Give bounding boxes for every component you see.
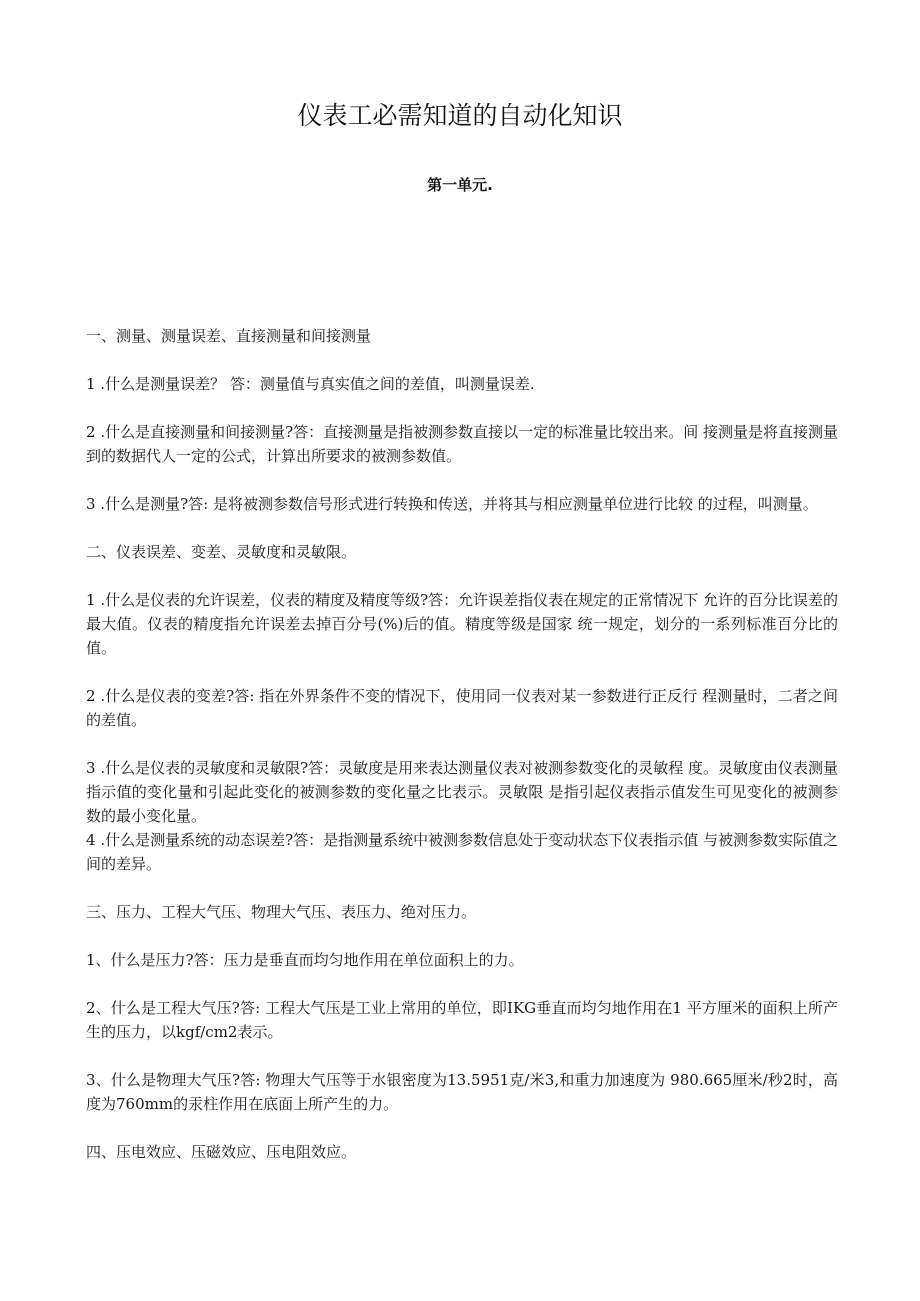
section-heading: 二、仪表误差、变差、灵敏度和灵敏限。 — [86, 543, 357, 561]
question-paragraph: 3 .什么是测量?答: 是将被测参数信号形式进行转换和传送，并将其与相应测量单位进行比较 的过程，叫测量。 — [86, 495, 818, 513]
section-heading: 三、压力、工程大气压、物理大气压、表压力、绝对压力。 — [86, 903, 477, 921]
section-heading: 一、测量、测量误差、直接测量和间接测量 — [86, 327, 372, 345]
section-heading: 四、压电效应、压磁效应、压电阻效应。 — [86, 1143, 357, 1161]
page-title: 仪表工必需知道的自动化知识 — [297, 101, 623, 130]
question-paragraph: 4 .什么是测量系统的动态误差?答：是指测量系统中被测参数信息处于变动状态下仪表指示值 与被测参数实际值之间的差异。 — [86, 831, 838, 873]
question-paragraph: 2 .什么是直接测量和间接测量?答：直接测量是指被测参数直接以一定的标准量比较出来。间 接测量是将直接测量到的数据代人一定的公式，计算出所要求的被测参数值。 — [86, 423, 838, 465]
question-paragraph: 1 .什么是测量误差？ 答：测量值与真实值之间的差值，叫测量误差. — [86, 375, 535, 393]
question-paragraph: 3、什么是物理大气压?答: 物理大气压等于水银密度为13.5951克/米3,和重力加速度为 980.665厘米/秒2时，高度为760mm的汞柱作用在底面上所产生的力。 — [86, 1071, 838, 1113]
document-body — [86, 324, 838, 1164]
unit-subtitle: 第一单元. — [427, 176, 493, 194]
question-paragraph: 1 .什么是仪表的允许误差，仪表的精度及精度等级?答：允许误差指仪表在规定的正常情况下 允许的百分比误差的最大值。仪表的精度指允许误差去掉百分号(%)后的值。精度等级是国家 统一规定，划分的一系列标准百分比的值。 — [86, 591, 838, 657]
question-paragraph: 2 .什么是仪表的变差?答: 指在外界条件不变的情况下，使用同一仪表对某一参数进行正反行 程测量时，二者之间的差值。 — [86, 687, 838, 729]
question-paragraph: 1、什么是压力?答：压力是垂直而均匀地作用在单位面积上的力。 — [86, 951, 524, 969]
question-paragraph: 2、什么是工程大气压?答: 工程大气压是工业上常用的单位，即IKG垂直而均匀地作用在1 平方厘米的面积上所产生的压力，以kgf/cm2表示。 — [86, 999, 838, 1041]
question-paragraph: 3 .什么是仪表的灵敏度和灵敏限?答：灵敏度是用来表达测量仪表对被测参数变化的灵敏程 度。灵敏度由仪表测量指示值的变化量和引起此变化的被测参数的变化量之比表示。灵敏限 是指引起仪表指示值发生可见变化的被测参数的最小变化量。 — [86, 759, 838, 825]
